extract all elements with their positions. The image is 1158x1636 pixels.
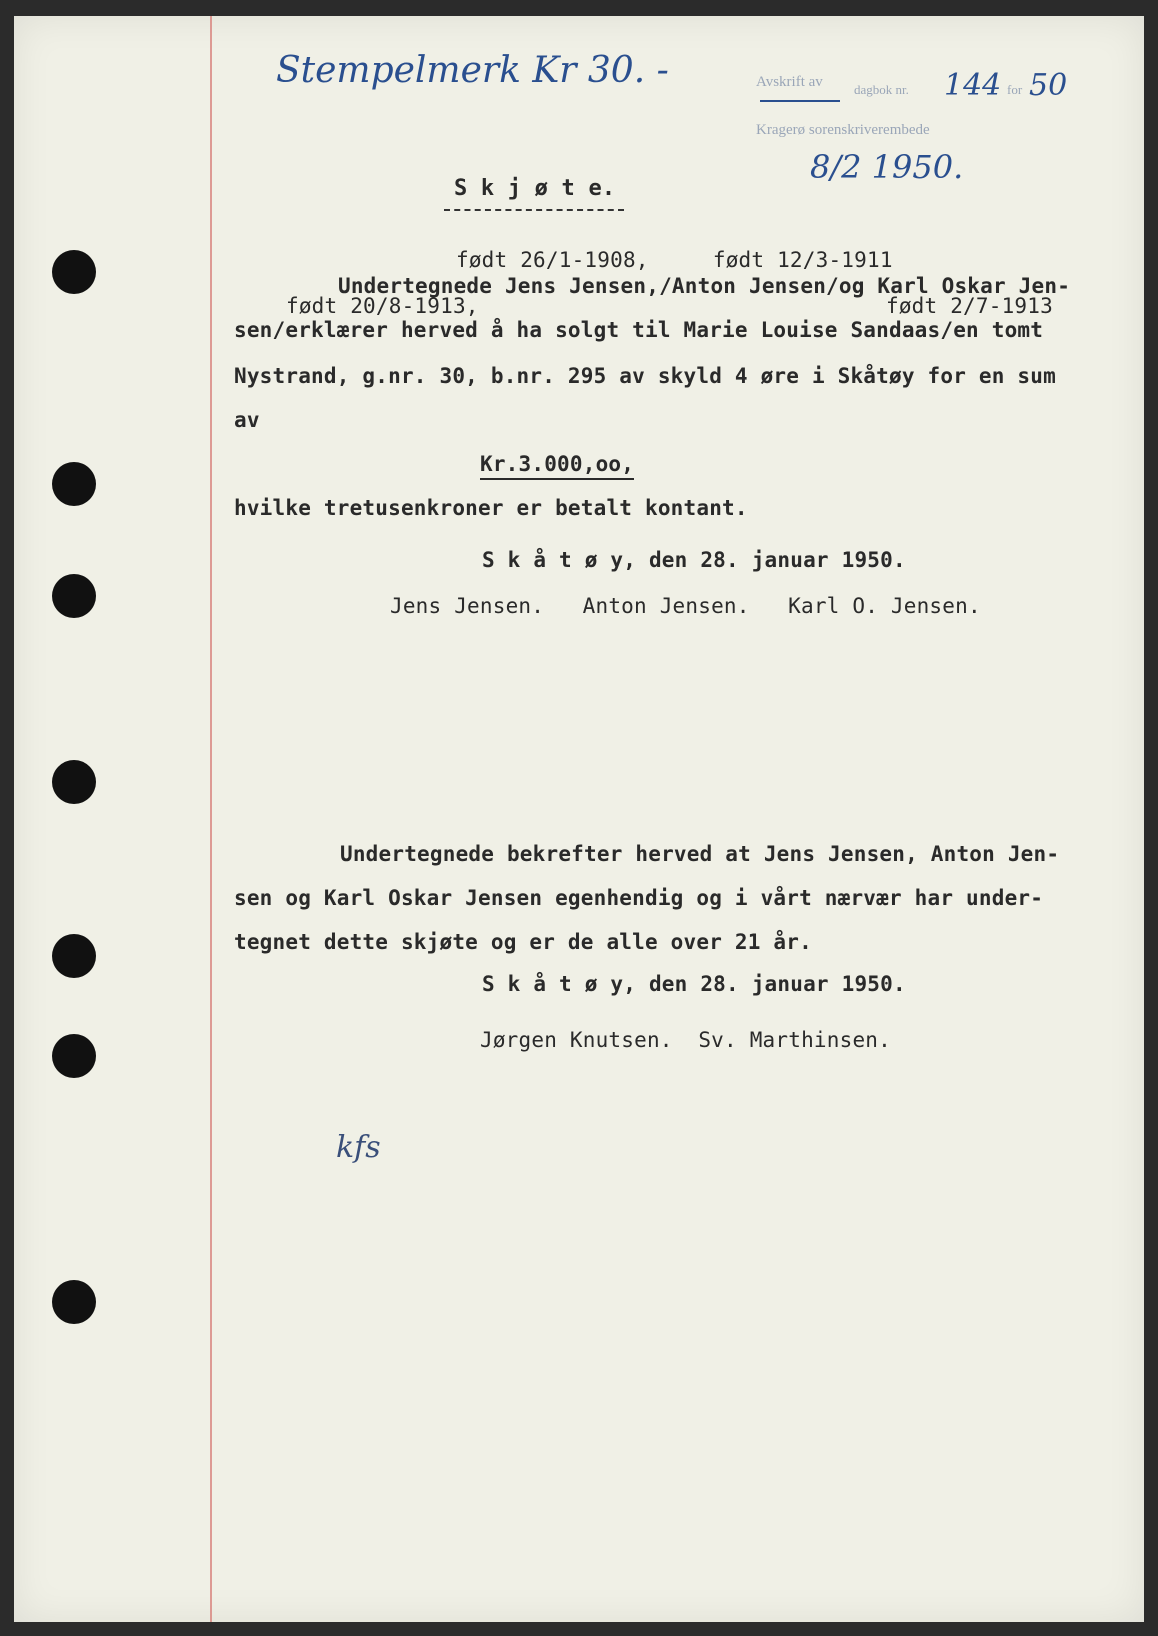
- paragraph2-line3: tegnet dette skjøte og er de alle over 21 år.: [234, 930, 812, 954]
- registry-stamp-prefix: Avskrift av: [756, 74, 823, 90]
- title-underline: [444, 209, 624, 211]
- handwritten-registration-date: 8/2 1950.: [810, 148, 964, 186]
- paragraph1-line4: av: [234, 408, 260, 432]
- paragraph2-line1: Undertegnede bekrefter herved at Jens Jensen, Anton Jen-: [340, 842, 1060, 866]
- punch-hole: [52, 1034, 96, 1078]
- amount-underline: [480, 478, 634, 480]
- sale-amount: Kr.3.000,oo,: [480, 452, 635, 476]
- handwritten-stamp-fee-note: Stempelmerk Kr 30. -: [276, 50, 669, 91]
- birth-date-right: født 2/7-1913: [886, 294, 1053, 318]
- punch-hole: [52, 250, 96, 294]
- registry-stamp-label: dagbok nr.: [854, 82, 909, 97]
- punch-hole: [52, 462, 96, 506]
- paragraph2-line2: sen og Karl Oskar Jensen egenhendig og i vårt nærvær har under-: [234, 886, 1044, 910]
- seller-signatures: Jens Jensen. Anton Jensen. Karl O. Jensen.: [390, 594, 981, 618]
- place-date-2: S k å t ø y, den 28. januar 1950.: [482, 972, 906, 996]
- registry-stamp-office: Kragerø sorenskriverembede: [756, 122, 930, 138]
- registry-year: 50: [1029, 68, 1068, 103]
- paragraph1-line1: Undertegnede Jens Jensen,/Anton Jensen/og Karl Oskar Jen-: [338, 274, 1071, 298]
- registry-number: 144: [944, 68, 1002, 103]
- paragraph1-line2: sen/erklærer herved å ha solgt til Marie Louise Sandaas/en tomt: [234, 318, 1044, 342]
- paragraph1-line5: hvilke tretusenkroner er betalt kontant.: [234, 496, 748, 520]
- document-title: S k j ø t e.: [454, 176, 616, 201]
- punch-hole: [52, 574, 96, 618]
- punch-hole: [52, 1280, 96, 1324]
- margin-line: [210, 16, 212, 1622]
- place-date-1: S k å t ø y, den 28. januar 1950.: [482, 548, 906, 572]
- document-page: [14, 16, 1144, 1622]
- handwritten-initials: kfs: [336, 1130, 381, 1165]
- registry-stamp-for: for: [1007, 82, 1023, 97]
- stamp-underline: [760, 100, 840, 102]
- birth-date-left: født 20/8-1913,: [286, 294, 479, 318]
- paragraph1-line3: Nystrand, g.nr. 30, b.nr. 295 av skyld 4 øre i Skåtøy for en sum: [234, 364, 1056, 388]
- punch-hole: [52, 934, 96, 978]
- punch-hole: [52, 760, 96, 804]
- birth-dates-line: født 26/1-1908, født 12/3-1911: [456, 248, 893, 272]
- witness-signatures: Jørgen Knutsen. Sv. Marthinsen.: [480, 1028, 891, 1052]
